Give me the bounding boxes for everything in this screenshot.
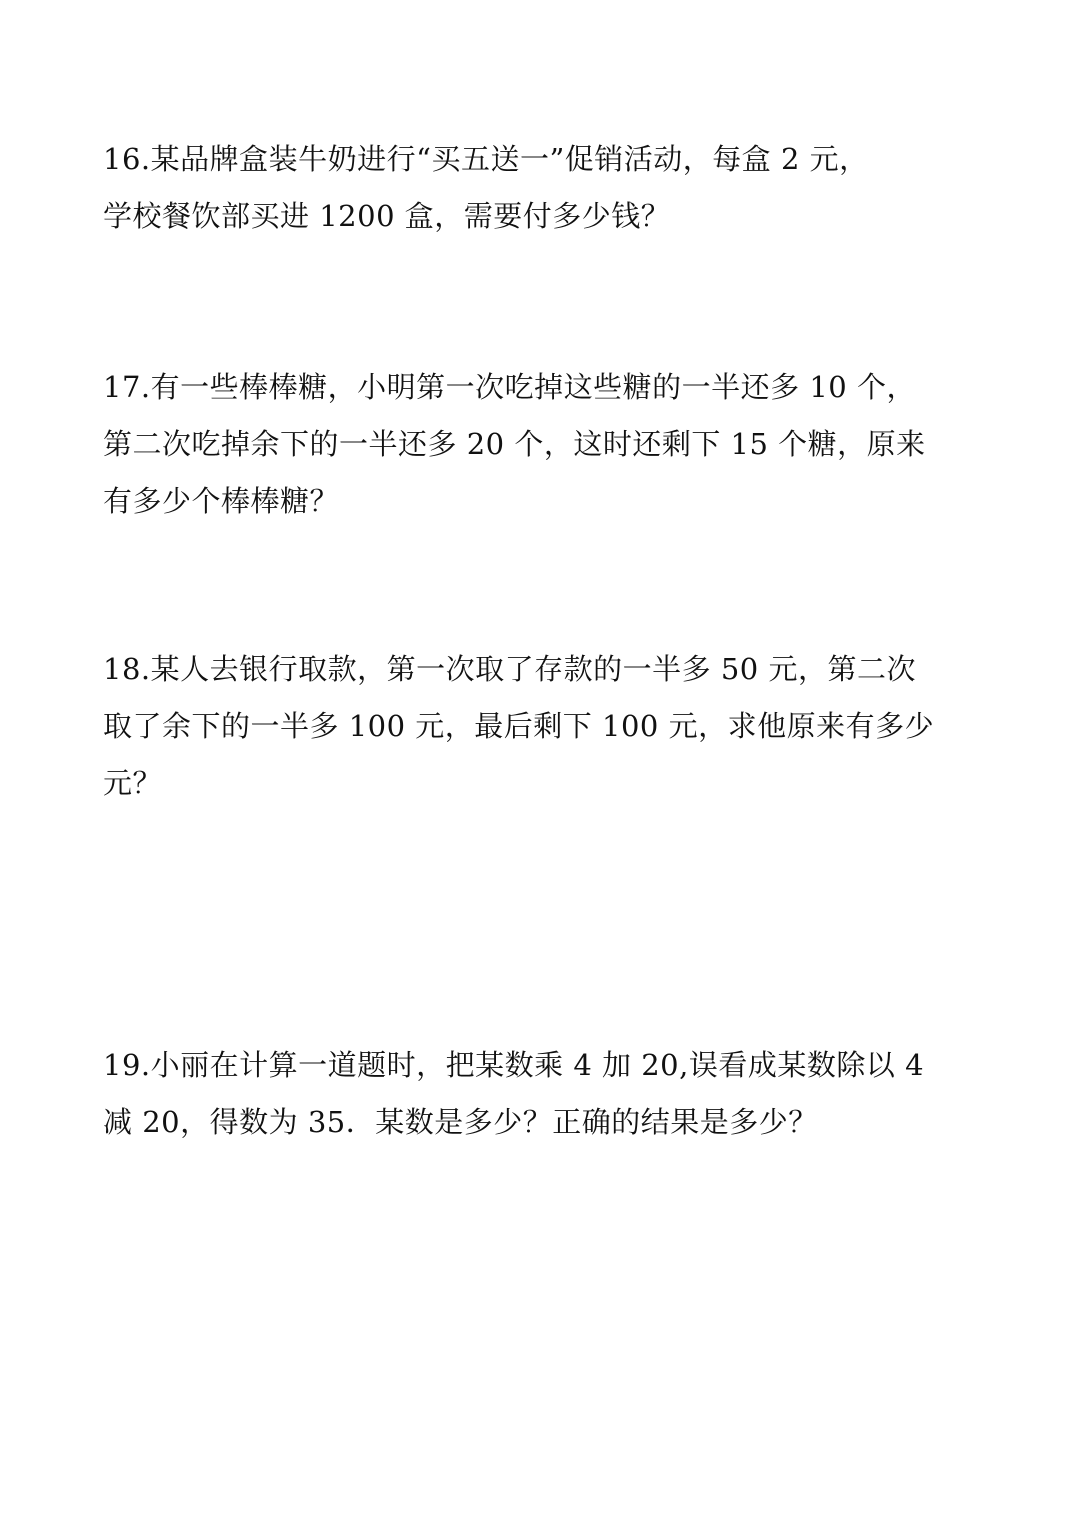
problem-16-line-2: 学校餐饮部买进 1200 盒，需要付多少钱？ [103, 199, 671, 233]
problem-18-line-3: 元？ [103, 766, 163, 800]
problem-16 [103, 131, 933, 245]
problem-17 [103, 359, 933, 530]
problem-19-line-1: 19.小丽在计算一道题时，把某数乘 4 加 20,误看成某数除以 4 [103, 1048, 925, 1082]
problem-19 [103, 1037, 933, 1151]
problem-17-line-2: 第二次吃掉余下的一半还多 20 个，这时还剩下 15 个糖，原来 [103, 427, 926, 461]
problem-19-line-2: 减 20，得数为 35．某数是多少？正确的结果是多少？ [103, 1105, 818, 1139]
problem-18 [103, 641, 933, 812]
problem-17-line-1: 17.有一些棒棒糖，小明第一次吃掉这些糖的一半还多 10 个， [103, 370, 916, 404]
problem-18-line-1: 18.某人去银行取款，第一次取了存款的一半多 50 元，第二次 [103, 652, 916, 686]
problem-18-line-2: 取了余下的一半多 100 元，最后剩下 100 元，求他原来有多少 [103, 709, 935, 743]
problem-17-line-3: 有多少个棒棒糖？ [103, 484, 340, 518]
problem-16-line-1: 16.某品牌盒装牛奶进行“买五送一”促销活动，每盒 2 元， [103, 142, 869, 176]
